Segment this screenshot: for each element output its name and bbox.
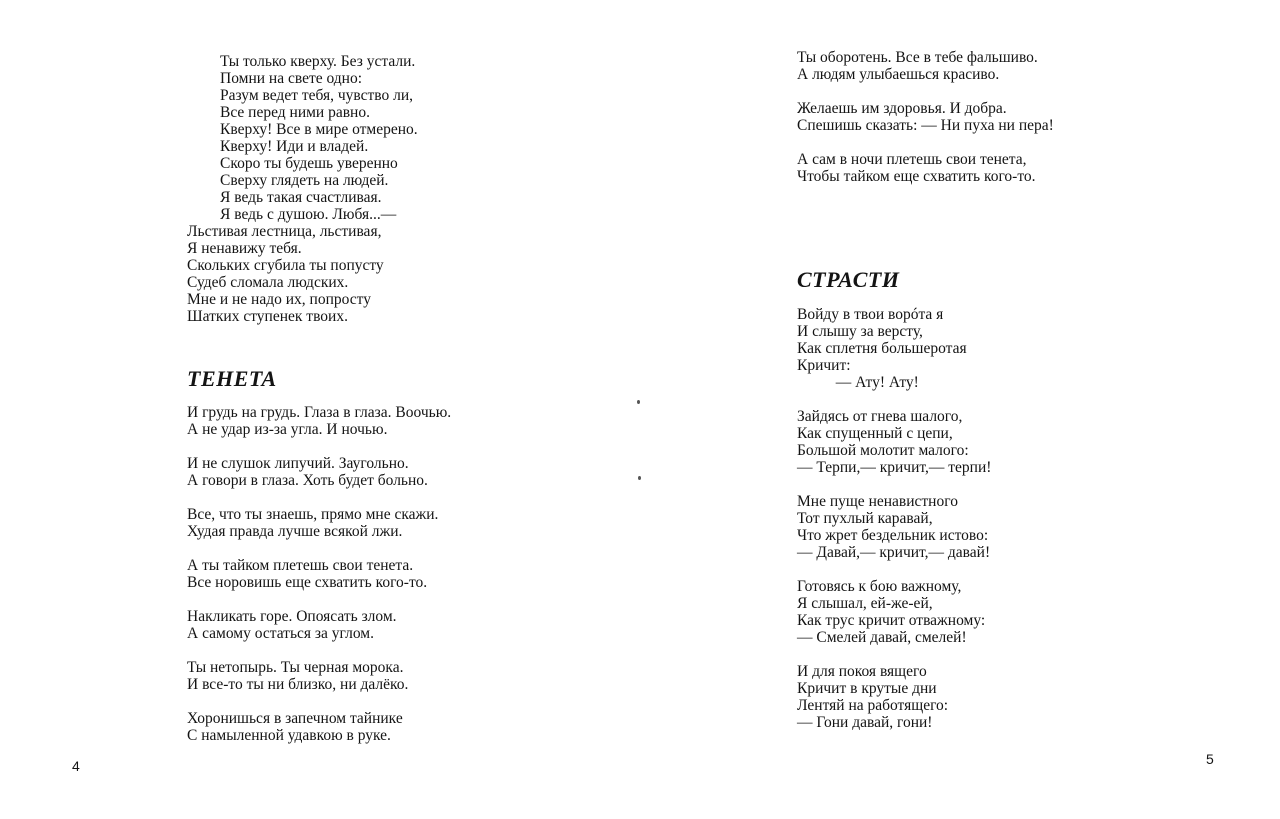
verse-line: А говори в глаза. Хоть будет больно.: [187, 472, 428, 489]
verse-line: А людям улыбаешься красиво.: [797, 66, 1000, 83]
verse-line: — Ату! Ату!: [797, 374, 919, 391]
verse-line: Как сплетня большеротая: [797, 340, 967, 357]
verse-line: — Давай,— кричит,— давай!: [797, 544, 991, 561]
verse-line: Скольких сгубила ты попусту: [187, 257, 384, 274]
verse-line: Все, что ты знаешь, прямо мне скажи.: [187, 506, 439, 523]
verse-line: С намыленной удавкою в руке.: [187, 727, 391, 744]
verse-line: — Смелей давай, смелей!: [797, 629, 967, 646]
verse-line: Желаешь им здоровья. И добра.: [797, 100, 1007, 117]
verse-line: Спешишь сказать: — Ни пуха ни пера!: [797, 117, 1054, 134]
page-number-right: 5: [1206, 751, 1214, 767]
poem-strasti-body: [797, 306, 991, 731]
poem-title-strasti: СТРАСТИ: [797, 267, 900, 292]
verse-line: Я ненавижу тебя.: [187, 240, 302, 257]
verse-line: Зайдясь от гнева шалого,: [797, 408, 963, 425]
verse-line: А сам в ночи плетешь свои тенета,: [797, 151, 1027, 168]
verse-line: Накликать горе. Опоясать злом.: [187, 608, 397, 625]
verse-line: Ты только кверху. Без устали.: [220, 53, 416, 70]
verse-line: Кричит:: [797, 357, 851, 374]
verse-line: Судеб сломала людских.: [187, 274, 349, 291]
poem-title-teneta: ТЕНЕТА: [187, 366, 277, 391]
verse-line: Льстивая лестница, льстивая,: [187, 223, 382, 240]
verse-line: Тот пухлый каравай,: [797, 510, 933, 527]
verse-line: — Терпи,— кричит,— терпи!: [797, 459, 992, 476]
verse-line: Как трус кричит отважному:: [797, 612, 986, 629]
stanza-gap: [797, 561, 991, 578]
verse-line: И грудь на грудь. Глаза в глаза. Воочью.: [187, 404, 452, 421]
verse-line: Ты нетопырь. Ты черная морока.: [187, 659, 404, 676]
right-page: [640, 0, 1280, 819]
stanza-gap: [187, 693, 451, 710]
stanza-gap: [187, 540, 451, 557]
verse-line: Худая правда лучше всякой лжи.: [187, 523, 403, 540]
verse-line: Лентяй на работящего:: [797, 697, 949, 714]
stanza-gap: [797, 646, 991, 663]
verse-line: И все-то ты ни близко, ни далёко.: [187, 676, 409, 693]
verse-line: Кричит в крутые дни: [797, 680, 937, 697]
verse-line: Войду в твои ворóта я: [797, 306, 944, 323]
verse-line: Мне и не надо их, попросту: [187, 291, 371, 308]
verse-line: Чтобы тайком еще схватить кого-то.: [797, 168, 1036, 185]
verse-line: А не удар из-за угла. И ночью.: [187, 421, 388, 438]
page-number-left: 4: [72, 758, 80, 774]
top-poem-continued: [797, 49, 1054, 185]
verse-line: А самому остаться за углом.: [187, 625, 374, 642]
verse-line: Что жрет бездельник истово:: [797, 527, 989, 544]
stanza-gap: [797, 476, 991, 493]
verse-line: Шатких ступенек твоих.: [187, 308, 348, 325]
verse-line: Я ведь такая счастливая.: [220, 189, 382, 206]
verse-line: И для покоя вящего: [797, 663, 927, 680]
top-poem-flush: [187, 223, 384, 325]
verse-line: Скоро ты будешь уверенно: [220, 155, 398, 172]
verse-line: Мне пуще ненавистного: [797, 493, 958, 510]
verse-line: Все перед ними равно.: [220, 104, 370, 121]
stanza-gap: [797, 134, 1054, 151]
verse-line: Хоронишься в запечном тайнике: [187, 710, 403, 727]
stanza-gap: [797, 391, 991, 408]
verse-line: И слышу за версту,: [797, 323, 923, 340]
verse-line: Я ведь с душою. Любя...—: [220, 206, 397, 223]
verse-line: Готовясь к бою важному,: [797, 578, 962, 595]
verse-line: И не слушок липучий. Заугольно.: [187, 455, 409, 472]
top-poem-indented: [220, 53, 418, 223]
verse-line: Кверху! Все в мире отмерено.: [220, 121, 418, 138]
stanza-gap: [187, 642, 451, 659]
stanza-gap: [797, 83, 1054, 100]
verse-line: Сверху глядеть на людей.: [220, 172, 389, 189]
verse-line: Как спущенный с цепи,: [797, 425, 953, 442]
verse-line: — Гони давай, гони!: [797, 714, 933, 731]
verse-line: Все норовишь еще схватить кого-то.: [187, 574, 428, 591]
verse-line: Кверху! Иди и владей.: [220, 138, 369, 155]
verse-line: Ты оборотень. Все в тебе фальшиво.: [797, 49, 1038, 66]
verse-line: Разум ведет тебя, чувство ли,: [220, 87, 414, 104]
stanza-gap: [187, 591, 451, 608]
verse-line: Помни на свете одно:: [220, 70, 363, 87]
poem-teneta-body: [187, 404, 451, 744]
verse-line: Большой молотит малого:: [797, 442, 969, 459]
stanza-gap: [187, 489, 451, 506]
verse-line: А ты тайком плетешь свои тенета.: [187, 557, 414, 574]
stanza-gap: [187, 438, 451, 455]
verse-line: Я слышал, ей-же-ей,: [797, 595, 933, 612]
